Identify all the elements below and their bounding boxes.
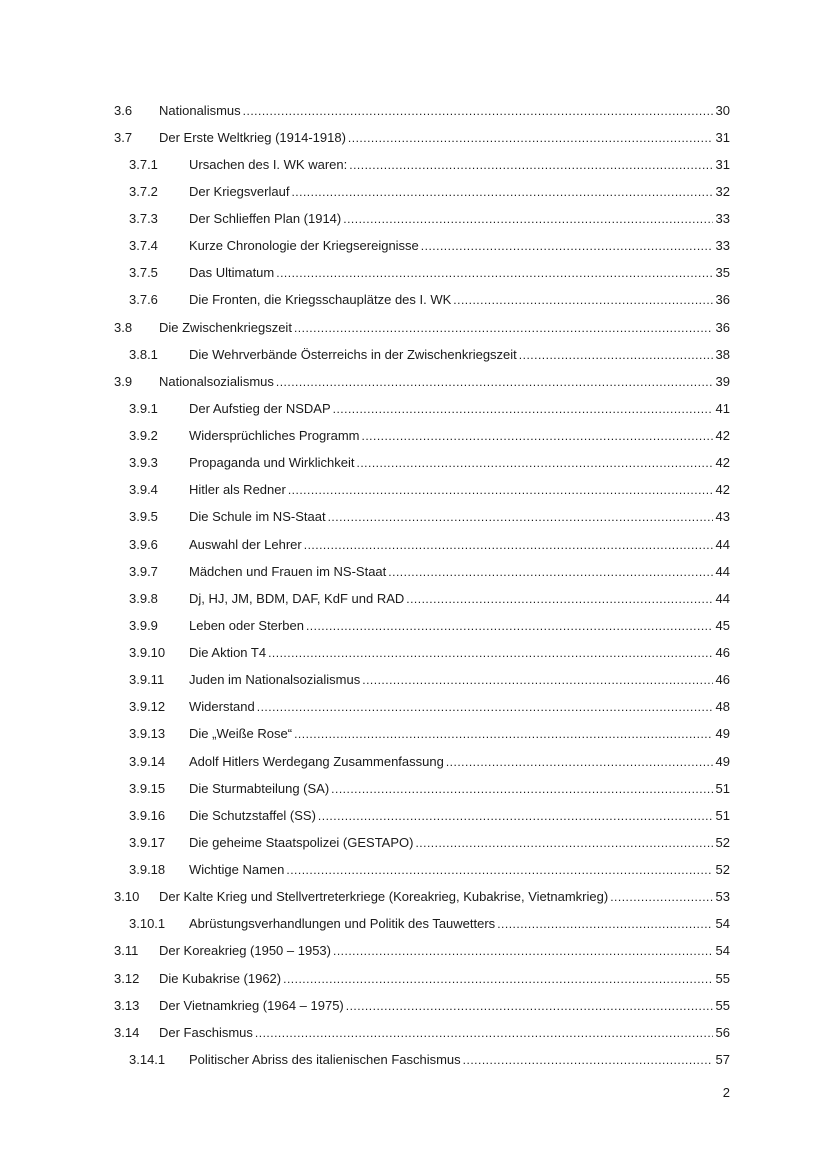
dot-leader xyxy=(415,835,713,851)
toc-entry-title[interactable]: Hitler als Redner xyxy=(189,482,286,498)
toc-entry[interactable] xyxy=(114,694,730,721)
toc-entry-page: 36 xyxy=(715,319,730,335)
toc-entry[interactable] xyxy=(114,1019,730,1046)
toc-entry[interactable] xyxy=(114,124,730,151)
toc-entry-page: 44 xyxy=(715,563,730,579)
toc-entry-number: 3.9.15 xyxy=(129,780,166,796)
dot-leader xyxy=(276,374,713,390)
toc-entry-page: 39 xyxy=(715,373,730,389)
toc-entry-page: 46 xyxy=(715,645,730,661)
toc-entry-title[interactable]: Der Faschismus xyxy=(159,1024,253,1040)
toc-entry[interactable] xyxy=(114,287,730,314)
dot-leader xyxy=(349,157,713,173)
toc-list xyxy=(114,97,730,1074)
toc-entry[interactable] xyxy=(114,151,730,178)
toc-entry[interactable] xyxy=(114,802,730,829)
toc-entry[interactable] xyxy=(114,395,730,422)
dot-leader xyxy=(362,672,713,688)
dot-leader xyxy=(294,726,713,742)
toc-entry-title[interactable]: Juden im Nationalsozialismus xyxy=(189,672,361,688)
dot-leader xyxy=(306,618,713,634)
toc-entry-page: 52 xyxy=(715,862,730,878)
toc-entry[interactable] xyxy=(114,233,730,260)
dot-leader xyxy=(243,103,713,119)
toc-entry-number: 3.7.4 xyxy=(129,238,158,254)
toc-entry[interactable] xyxy=(114,1046,730,1073)
toc-entry-page: 52 xyxy=(715,834,730,850)
toc-entry[interactable] xyxy=(114,667,730,694)
toc-entry-title[interactable]: Auswahl der Lehrer xyxy=(189,536,302,552)
dot-leader xyxy=(346,998,713,1014)
toc-entry-number: 3.12 xyxy=(114,970,140,986)
toc-entry[interactable] xyxy=(114,368,730,395)
toc-entry-number: 3.9.8 xyxy=(129,590,158,606)
toc-entry-number: 3.7.2 xyxy=(129,183,158,199)
toc-entry-number: 3.9.13 xyxy=(129,726,166,742)
toc-entry[interactable] xyxy=(114,748,730,775)
dot-leader xyxy=(283,971,713,987)
toc-entry[interactable] xyxy=(114,911,730,938)
toc-entry-title[interactable]: Die Schutzstaffel (SS) xyxy=(189,807,316,823)
toc-entry[interactable] xyxy=(114,178,730,205)
toc-entry[interactable] xyxy=(114,450,730,477)
toc-entry-number: 3.9.6 xyxy=(129,536,158,552)
dot-leader xyxy=(406,591,713,607)
toc-entry-title[interactable]: Die Zwischenkriegszeit xyxy=(159,319,292,335)
toc-entry-page: 32 xyxy=(715,183,730,199)
toc-entry[interactable] xyxy=(114,884,730,911)
toc-entry-number: 3.9.7 xyxy=(129,563,158,579)
toc-entry-page: 43 xyxy=(715,509,730,525)
dot-leader xyxy=(610,889,713,905)
dot-leader xyxy=(333,401,713,417)
toc-entry-title[interactable]: Widersprüchliches Programm xyxy=(189,428,360,444)
toc-entry-title[interactable]: Kurze Chronologie der Kriegsereignisse xyxy=(189,238,419,254)
dot-leader xyxy=(343,211,713,227)
toc-entry-title[interactable]: Die Kubakrise (1962) xyxy=(159,970,282,986)
toc-entry-number: 3.6 xyxy=(114,102,133,118)
toc-entry-page: 33 xyxy=(715,211,730,227)
toc-entry-number: 3.9.11 xyxy=(129,672,165,688)
toc-entry-title[interactable]: Die Fronten, die Kriegsschauplätze des I. WK xyxy=(189,292,452,308)
toc-entry-title[interactable]: Die Schule im NS-Staat xyxy=(189,509,326,525)
toc-entry-page: 51 xyxy=(715,807,730,823)
toc-entry-page: 38 xyxy=(715,346,730,362)
toc-entry[interactable] xyxy=(114,775,730,802)
dot-leader xyxy=(333,943,713,959)
toc-entry-page: 35 xyxy=(715,265,730,281)
toc-entry-page: 49 xyxy=(715,726,730,742)
dot-leader xyxy=(304,537,713,553)
dot-leader xyxy=(255,1025,713,1041)
toc-entry-number: 3.9.5 xyxy=(129,509,158,525)
toc-entry-page: 31 xyxy=(715,156,730,172)
dot-leader xyxy=(463,1052,713,1068)
toc-entry-number: 3.9.16 xyxy=(129,807,166,823)
toc-entry-number: 3.9.14 xyxy=(129,753,166,769)
toc-entry-title[interactable]: Wichtige Namen xyxy=(189,862,285,878)
toc-entry-page: 53 xyxy=(715,889,730,905)
toc-entry-title[interactable]: Der Koreakrieg (1950 – 1953) xyxy=(159,943,331,959)
toc-entry-page: 54 xyxy=(715,916,730,932)
dot-leader xyxy=(318,808,713,824)
toc-entry-number: 3.10.1 xyxy=(129,916,166,932)
toc-entry-title[interactable]: Adolf Hitlers Werdegang Zusammenfassung xyxy=(189,753,444,769)
toc-entry[interactable] xyxy=(114,829,730,856)
toc-entry-page: 56 xyxy=(715,1024,730,1040)
toc-entry-number: 3.7.1 xyxy=(129,156,158,172)
toc-entry-page: 36 xyxy=(715,292,730,308)
toc-entry-title[interactable]: Propaganda und Wirklichkeit xyxy=(189,455,355,471)
toc-entry-number: 3.8.1 xyxy=(129,346,158,362)
toc-entry-title[interactable]: Der Vietnamkrieg (1964 – 1975) xyxy=(159,997,344,1013)
dot-leader xyxy=(362,428,714,444)
dot-leader xyxy=(421,238,713,254)
toc-entry-number: 3.9.1 xyxy=(129,400,158,416)
toc-entry-number: 3.11 xyxy=(114,943,139,959)
toc-entry[interactable] xyxy=(114,992,730,1019)
toc-entry-number: 3.9.4 xyxy=(129,482,158,498)
toc-entry-number: 3.7.5 xyxy=(129,265,158,281)
toc-entry-number: 3.9.3 xyxy=(129,455,158,471)
toc-entry-number: 3.9.9 xyxy=(129,617,158,633)
toc-entry[interactable] xyxy=(114,260,730,287)
dot-leader xyxy=(276,265,713,281)
toc-entry-page: 45 xyxy=(715,617,730,633)
toc-entry-page: 42 xyxy=(715,455,730,471)
toc-entry-title[interactable]: Die Wehrverbände Österreichs in der Zwischenkriegszeit xyxy=(189,346,517,362)
toc-entry-number: 3.14.1 xyxy=(129,1051,166,1067)
dot-leader xyxy=(453,292,713,308)
toc-entry-number: 3.13 xyxy=(114,997,140,1013)
toc-entry-page: 31 xyxy=(715,129,730,145)
dot-leader xyxy=(288,482,713,498)
toc-entry-page: 51 xyxy=(715,780,730,796)
toc-entry-number: 3.9.12 xyxy=(129,699,166,715)
dot-leader xyxy=(328,509,713,525)
toc-entry[interactable] xyxy=(114,721,730,748)
toc-entry[interactable] xyxy=(114,531,730,558)
toc-entry[interactable] xyxy=(114,314,730,341)
toc-entry-page: 42 xyxy=(715,428,730,444)
dot-leader xyxy=(446,754,713,770)
toc-entry-number: 3.9.18 xyxy=(129,862,166,878)
toc-entry-page: 48 xyxy=(715,699,730,715)
toc-entry[interactable] xyxy=(114,585,730,612)
dot-leader xyxy=(286,862,713,878)
toc-entry-title[interactable]: Der Kalte Krieg und Stellvertreterkriege (Koreakrieg, Kubakrise, Vietnamkrieg) xyxy=(159,889,609,905)
toc-entry-title[interactable]: Leben oder Sterben xyxy=(189,617,304,633)
dot-leader xyxy=(331,781,713,797)
toc-entry[interactable] xyxy=(114,938,730,965)
toc-entry-title[interactable]: Widerstand xyxy=(189,699,255,715)
toc-entry[interactable] xyxy=(114,965,730,992)
toc-entry[interactable] xyxy=(114,857,730,884)
toc-entry[interactable] xyxy=(114,640,730,667)
toc-entry[interactable] xyxy=(114,423,730,450)
toc-entry-title[interactable]: Ursachen des I. WK waren: xyxy=(189,156,348,172)
toc-entry-title[interactable]: Die Aktion T4 xyxy=(189,645,267,661)
toc-entry-page: 44 xyxy=(715,536,730,552)
toc-entry-title[interactable]: Nationalismus xyxy=(159,102,241,118)
toc-entry[interactable] xyxy=(114,206,730,233)
toc-entry-number: 3.10 xyxy=(114,889,140,905)
toc-entry-page: 49 xyxy=(715,753,730,769)
toc-entry-title[interactable]: Der Kriegsverlauf xyxy=(189,183,290,199)
toc-entry-page: 30 xyxy=(715,102,730,118)
toc-entry-number: 3.7.3 xyxy=(129,211,158,227)
dot-leader xyxy=(257,699,713,715)
dot-leader xyxy=(388,564,713,580)
dot-leader xyxy=(519,347,713,363)
toc-entry-title[interactable]: Abrüstungsverhandlungen und Politik des Tauwetters xyxy=(189,916,496,932)
toc-entry[interactable] xyxy=(114,612,730,639)
toc-entry-page: 55 xyxy=(715,970,730,986)
table-of-contents xyxy=(114,97,730,1074)
toc-entry-title[interactable]: Die Sturmabteilung (SA) xyxy=(189,780,330,796)
toc-entry-page: 46 xyxy=(715,672,730,688)
toc-entry[interactable] xyxy=(114,504,730,531)
toc-entry[interactable] xyxy=(114,97,730,124)
toc-entry-title[interactable]: Der Erste Weltkrieg (1914-1918) xyxy=(159,129,346,145)
toc-entry[interactable] xyxy=(114,477,730,504)
toc-entry-title[interactable]: Dj, HJ, JM, BDM, DAF, KdF und RAD xyxy=(189,590,405,606)
toc-entry-number: 3.7 xyxy=(114,129,133,145)
page-number: 2 xyxy=(722,1085,730,1100)
toc-entry[interactable] xyxy=(114,558,730,585)
toc-entry-number: 3.14 xyxy=(114,1024,140,1040)
toc-entry-title[interactable]: Die geheime Staatspolizei (GESTAPO) xyxy=(189,834,414,850)
toc-entry-number: 3.9 xyxy=(114,373,133,389)
toc-entry-number: 3.9.10 xyxy=(129,645,166,661)
dot-leader xyxy=(348,130,713,146)
toc-entry-title[interactable]: Mädchen und Frauen im NS-Staat xyxy=(189,563,387,579)
toc-entry-number: 3.9.2 xyxy=(129,428,158,444)
toc-entry-page: 33 xyxy=(715,238,730,254)
toc-entry-title[interactable]: Der Schlieffen Plan (1914) xyxy=(189,211,342,227)
toc-entry-number: 3.7.6 xyxy=(129,292,158,308)
toc-entry-page: 54 xyxy=(715,943,730,959)
toc-entry-title[interactable]: Die „Weiße Rose“ xyxy=(189,726,293,742)
toc-entry-page: 41 xyxy=(715,400,730,416)
toc-entry-number: 3.9.17 xyxy=(129,834,166,850)
toc-entry-title[interactable]: Politischer Abriss des italienischen Faschismus xyxy=(189,1051,461,1067)
toc-entry-title[interactable]: Das Ultimatum xyxy=(189,265,275,281)
toc-entry-title[interactable]: Der Aufstieg der NSDAP xyxy=(189,400,331,416)
dot-leader xyxy=(497,916,713,932)
toc-entry-number: 3.8 xyxy=(114,319,133,335)
toc-entry-page: 42 xyxy=(715,482,730,498)
dot-leader xyxy=(356,455,713,471)
toc-entry-title[interactable]: Nationalsozialismus xyxy=(159,373,274,389)
toc-entry[interactable] xyxy=(114,341,730,368)
toc-entry-page: 57 xyxy=(715,1051,730,1067)
dot-leader xyxy=(294,320,713,336)
toc-entry-page: 55 xyxy=(715,997,730,1013)
dot-leader xyxy=(291,184,713,200)
toc-entry-page: 44 xyxy=(715,590,730,606)
dot-leader xyxy=(268,645,713,661)
